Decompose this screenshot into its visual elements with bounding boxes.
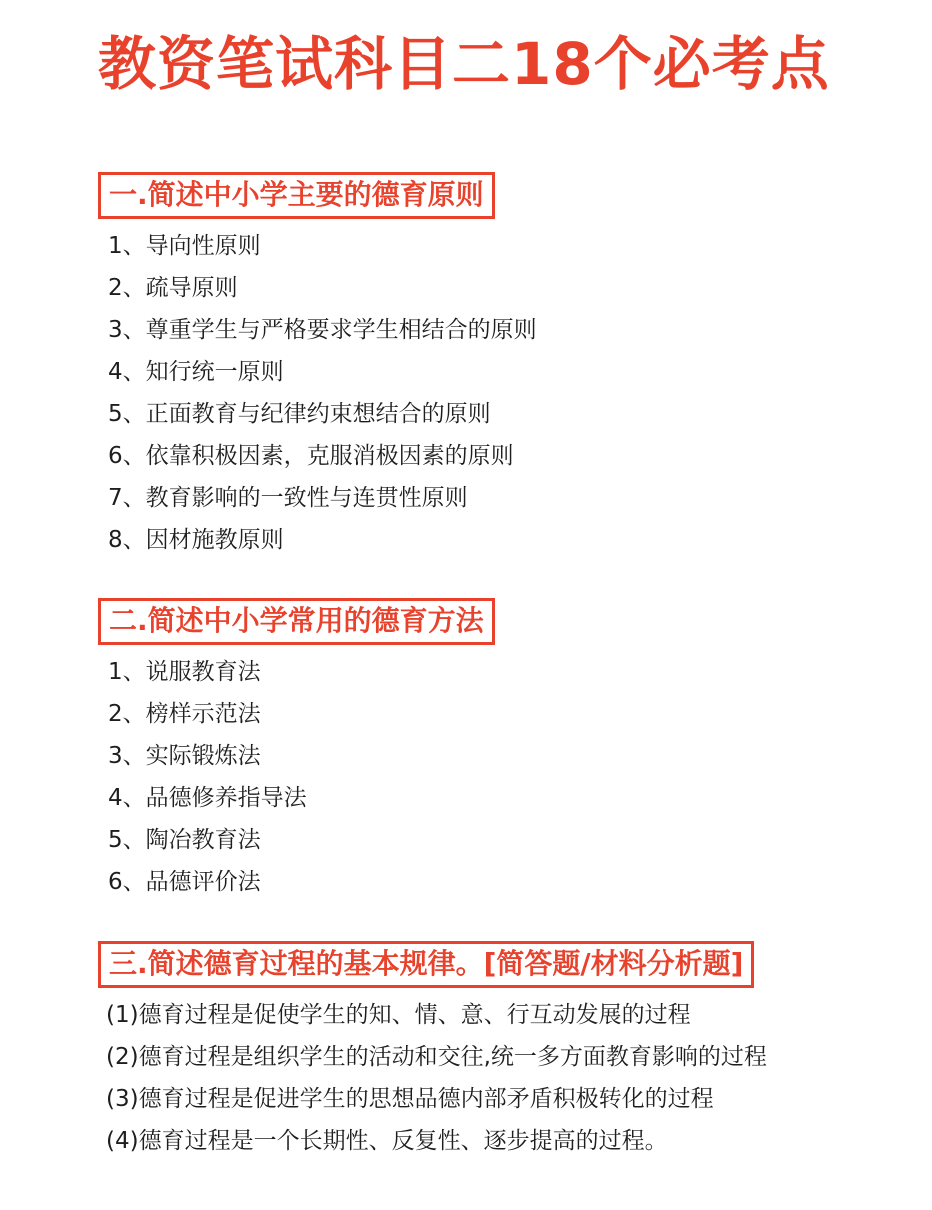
- principles-list: [98, 225, 898, 561]
- list-item: 4、知行统一原则: [108, 359, 284, 385]
- list-item: 3、实际锻炼法: [108, 743, 261, 769]
- page-title: 教资笔试科目二18个必考点: [98, 30, 830, 98]
- section-heading: 三.简述德育过程的基本规律。[简答题/材料分析题]: [98, 941, 754, 988]
- section-heading: 二.简述中小学常用的德育方法: [98, 598, 495, 645]
- section-moral-education-process-laws: [98, 941, 898, 1162]
- list-item: 1、导向性原则: [108, 233, 261, 259]
- section-heading: 一.简述中小学主要的德育原则: [98, 172, 495, 219]
- list-item: 5、正面教育与纪律约束想结合的原则: [108, 401, 491, 427]
- list-item: 7、教育影响的一致性与连贯性原则: [108, 485, 468, 511]
- section-moral-education-methods: [98, 598, 898, 903]
- list-item: (3)德育过程是促进学生的思想品德内部矛盾积极转化的过程: [106, 1086, 714, 1112]
- list-item: 1、说服教育法: [108, 659, 261, 685]
- list-item: 2、疏导原则: [108, 275, 238, 301]
- list-item: 6、品德评价法: [108, 869, 261, 895]
- list-item: 2、榜样示范法: [108, 701, 261, 727]
- list-item: (2)德育过程是组织学生的活动和交往,统一多方面教育影响的过程: [106, 1044, 767, 1070]
- list-item: 5、陶冶教育法: [108, 827, 261, 853]
- methods-list: [98, 651, 898, 903]
- list-item: 6、依靠积极因素，克服消极因素的原则: [108, 443, 514, 469]
- list-item: 4、品德修养指导法: [108, 785, 307, 811]
- list-item: 3、尊重学生与严格要求学生相结合的原则: [108, 317, 537, 343]
- section-moral-education-principles: [98, 172, 898, 561]
- process-laws-list: [98, 994, 898, 1162]
- list-item: 8、因材施教原则: [108, 527, 284, 553]
- list-item: (4)德育过程是一个长期性、反复性、逐步提高的过程。: [106, 1128, 668, 1154]
- list-item: (1)德育过程是促使学生的知、情、意、行互动发展的过程: [106, 1002, 691, 1028]
